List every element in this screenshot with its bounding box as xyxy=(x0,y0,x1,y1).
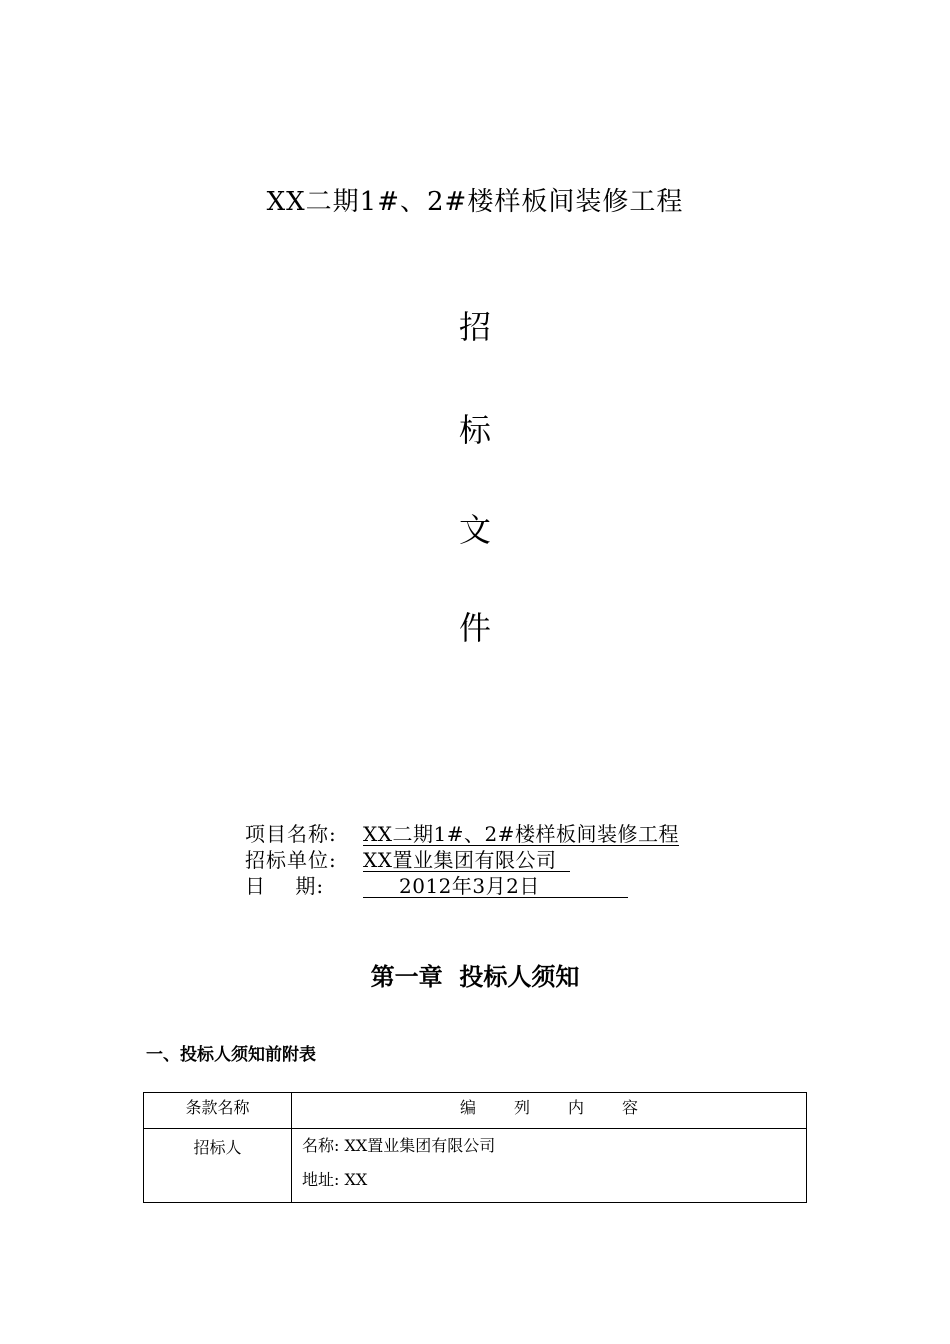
table-header-content xyxy=(292,1093,807,1129)
table-content-line: 名称: XX置业集团有限公司 xyxy=(302,1136,496,1155)
cover-project-title: XX二期1#、2#楼样板间装修工程 xyxy=(266,187,684,217)
section-title: 一、投标人须知前附表 xyxy=(146,1045,316,1065)
info-project-row xyxy=(245,821,679,847)
table-header-row xyxy=(144,1093,807,1129)
info-project-value: XX二期1#、2#楼样板间装修工程 xyxy=(363,822,679,846)
table-header-char: 容 xyxy=(622,1098,639,1117)
info-unit-label: 招标单位: xyxy=(245,848,337,872)
table-header-clause-name: 条款名称 xyxy=(144,1093,292,1129)
cover-doc-char-1: 招 xyxy=(458,308,491,346)
table-header-char: 列 xyxy=(513,1098,530,1117)
table-header-char: 内 xyxy=(568,1098,585,1117)
chapter-title: 第一章 投标人须知 xyxy=(370,963,580,991)
cover-doc-char-2: 标 xyxy=(458,411,491,449)
info-project-label: 项目名称: xyxy=(245,822,337,846)
info-unit-value: XX置业集团有限公司 xyxy=(363,849,570,872)
table-row xyxy=(144,1129,807,1203)
info-unit-row xyxy=(245,847,570,873)
info-date-label: 日 期: xyxy=(245,874,325,898)
info-date-row xyxy=(245,873,628,899)
front-attachment-table xyxy=(143,1092,807,1203)
table-cell-content xyxy=(292,1129,807,1203)
info-date-value: 2012年3月2日 xyxy=(363,875,628,898)
table-header-char: 编 xyxy=(459,1098,476,1117)
cover-doc-char-3: 文 xyxy=(458,511,491,549)
table-cell-clause: 招标人 xyxy=(144,1129,292,1203)
cover-doc-char-4: 件 xyxy=(458,609,491,647)
table-content-line: 地址: XX xyxy=(302,1170,368,1189)
